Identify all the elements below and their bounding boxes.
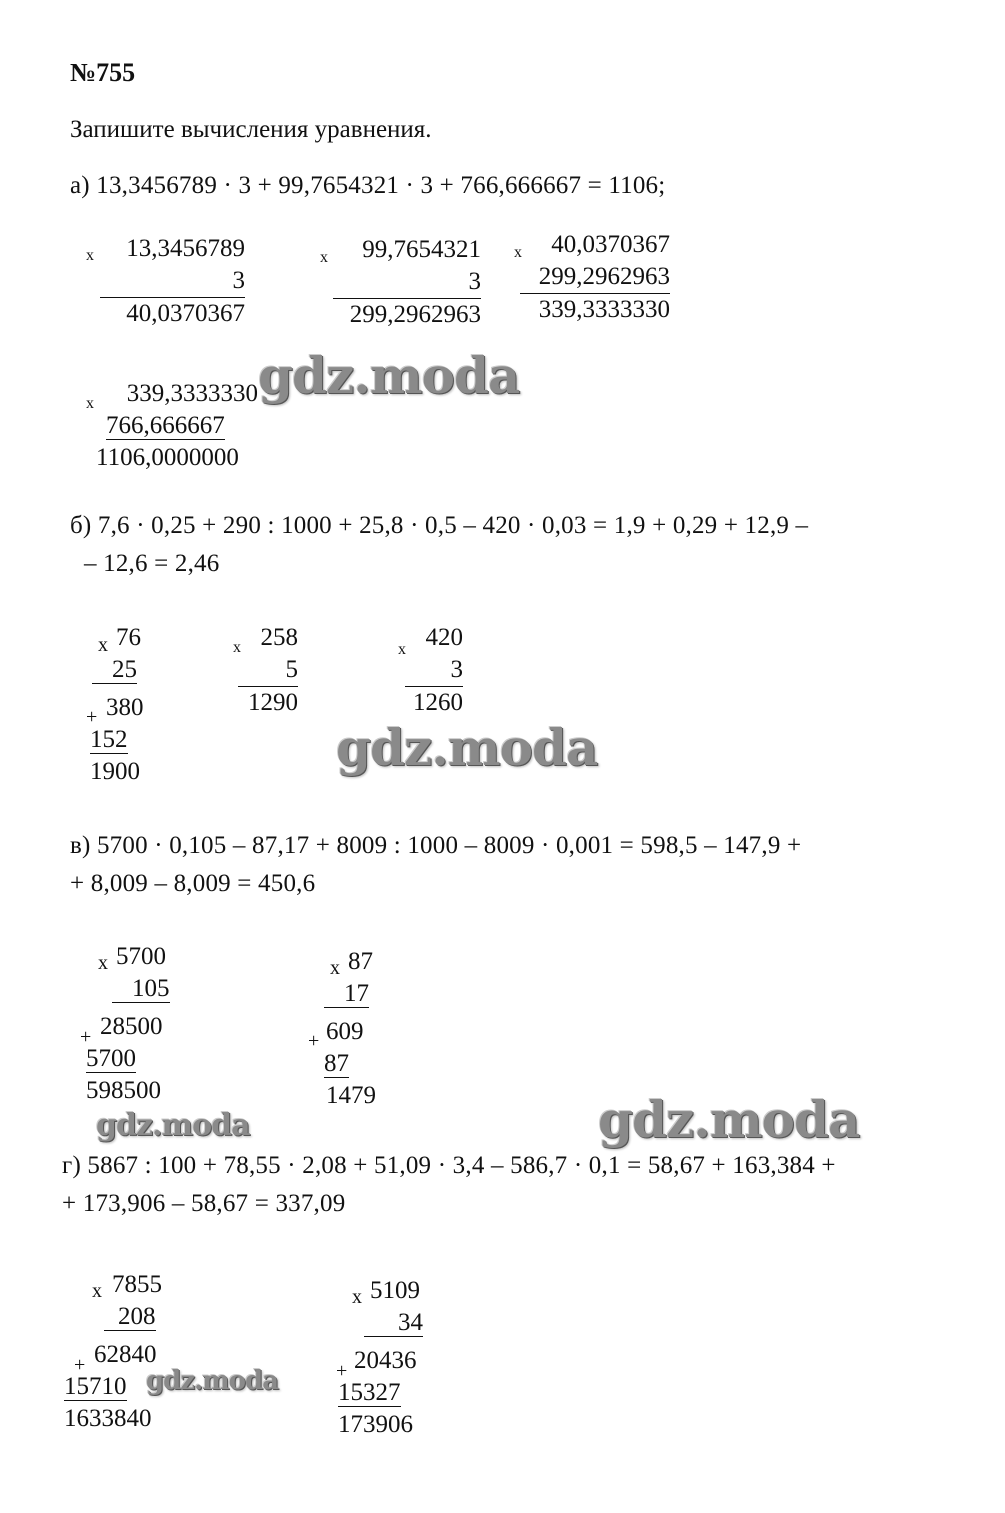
part-g-calc-1	[64, 1269, 174, 1435]
watermark: gdz.moda	[598, 1090, 860, 1149]
plus-sign: +	[74, 1354, 86, 1376]
exercise-number: №755	[70, 58, 136, 87]
part-b-equation-line-1: б) 7,6 · 0,25 + 290 : 1000 + 25,8 · 0,5 – 420 · 0,03 = 1,9 + 0,29 + 12,9 –	[70, 512, 809, 539]
calc-row: 258	[260, 624, 298, 651]
calc-row: 105	[112, 975, 170, 1003]
multiply-sign: x	[398, 641, 406, 658]
calc-row: 15710	[64, 1373, 127, 1400]
calc-row: 339,3333330	[538, 296, 670, 323]
part-a-calc-1	[100, 233, 245, 330]
calc-row: 5700	[116, 943, 166, 970]
part-g-equation-line-2: + 173,906 – 58,67 = 337,09	[62, 1190, 346, 1217]
part-g-calc-2	[338, 1275, 438, 1441]
part-b-calc-2	[238, 622, 298, 719]
exercise-instruction: Запишите вычисления уравнения.	[70, 116, 432, 143]
calc-row: 1633840	[64, 1405, 152, 1432]
part-v-calc-2	[322, 946, 392, 1112]
calc-row: 1900	[90, 758, 140, 785]
calc-row: 15327	[338, 1379, 401, 1406]
watermark: gdz.moda	[258, 346, 520, 405]
part-a-equation: а) 13,3456789 · 3 + 99,7654321 · 3 + 766,666667 = 1106;	[70, 172, 666, 199]
calc-row: 3	[333, 266, 481, 299]
calc-row: 87	[348, 948, 373, 975]
plus-sign: +	[336, 1360, 348, 1382]
calc-row: 5	[238, 654, 298, 687]
part-b-equation-line-2: – 12,6 = 2,46	[84, 550, 220, 577]
watermark: gdz.moda	[336, 718, 598, 777]
calc-row: 299,2962963	[520, 261, 670, 294]
calc-row: 7855	[112, 1271, 162, 1298]
multiply-sign: x	[86, 247, 94, 264]
calc-row: 766,666667	[106, 412, 225, 439]
calc-row: 1290	[248, 689, 298, 716]
calc-row: 3	[405, 654, 463, 687]
part-a-calc-2	[333, 234, 481, 331]
calc-row: 3	[100, 265, 245, 298]
plus-sign: +	[308, 1030, 320, 1052]
calc-row: 299,2962963	[349, 301, 481, 328]
calc-row: 34	[364, 1309, 423, 1337]
part-g-equation-line-1: г) 5867 : 100 + 78,55 · 2,08 + 51,09 · 3,4 – 586,7 · 0,1 = 58,67 + 163,384 +	[62, 1152, 836, 1179]
calc-row: 1106,0000000	[96, 444, 239, 471]
multiply-sign: x	[92, 1280, 102, 1302]
part-a-calc-4	[96, 378, 258, 474]
plus-sign: +	[86, 706, 98, 728]
plus-sign: x	[514, 244, 522, 261]
calc-row: 420	[425, 624, 463, 651]
part-b-calc-1	[90, 622, 150, 788]
multiply-sign: x	[98, 952, 108, 974]
watermark: gdz.moda	[146, 1366, 279, 1396]
plus-sign: x	[86, 395, 94, 412]
part-v-equation-line-1: в) 5700 · 0,105 – 87,17 + 8009 : 1000 – 8009 · 0,001 = 598,5 – 147,9 +	[70, 832, 802, 859]
multiply-sign: x	[352, 1286, 362, 1308]
calc-row: 28500	[100, 1013, 163, 1040]
calc-row: 40,0370367	[126, 300, 245, 327]
calc-row: 13,3456789	[126, 235, 245, 262]
multiply-sign: x	[330, 957, 340, 979]
multiply-sign: x	[233, 639, 241, 656]
calc-row: 598500	[86, 1077, 161, 1104]
calc-row: 1479	[326, 1082, 376, 1109]
calc-row: 152	[90, 726, 128, 753]
calc-row: 76	[116, 624, 141, 651]
calc-row: 208	[104, 1303, 156, 1331]
calc-row: 87	[324, 1050, 349, 1077]
multiply-sign: x	[320, 249, 328, 266]
calc-row: 5109	[370, 1277, 420, 1304]
calc-row: 609	[326, 1018, 364, 1045]
multiply-sign: x	[98, 634, 108, 656]
part-v-calc-1	[86, 941, 186, 1107]
part-b-calc-3	[405, 622, 463, 719]
calc-row: 5700	[86, 1045, 136, 1072]
calc-row: 62840	[94, 1341, 157, 1368]
calc-row: 25	[92, 656, 137, 684]
watermark: gdz.moda	[96, 1108, 250, 1143]
part-v-equation-line-2: + 8,009 – 8,009 = 450,6	[70, 870, 316, 897]
plus-sign: +	[80, 1026, 92, 1048]
calc-row: 40,0370367	[551, 231, 670, 258]
calc-row: 1260	[413, 689, 463, 716]
calc-row: 380	[106, 694, 144, 721]
calc-row: 99,7654321	[362, 236, 481, 263]
calc-row: 17	[324, 980, 369, 1008]
calc-row: 173906	[338, 1411, 413, 1438]
part-a-calc-3	[520, 229, 670, 326]
calc-row: 20436	[354, 1347, 417, 1374]
calc-row: 339,3333330	[126, 380, 258, 407]
